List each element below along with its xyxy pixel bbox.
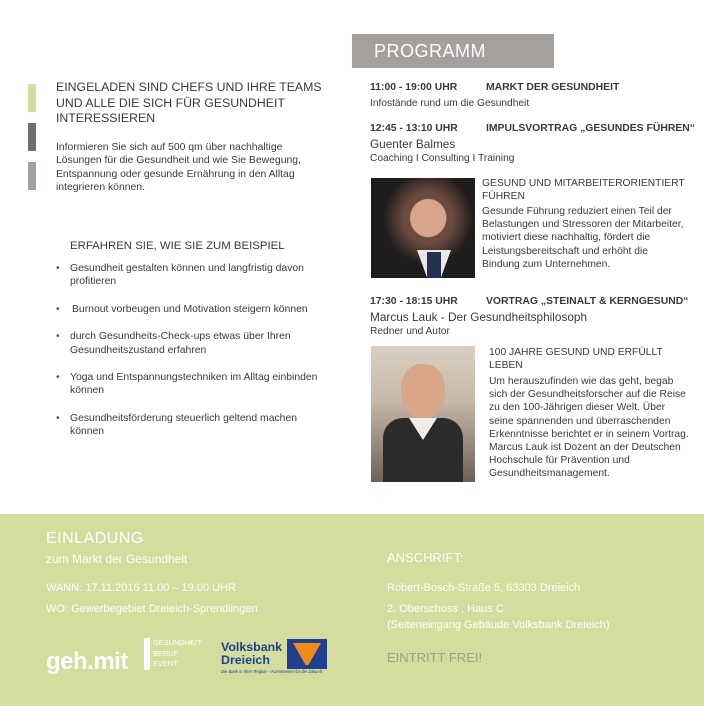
list-item: • Gesundheit gestalten können und langfristig davon profitieren xyxy=(56,262,326,289)
program-title: PROGRAMM xyxy=(374,41,486,61)
speaker-photo-balmes xyxy=(371,178,475,278)
footer-title: EINLADUNG xyxy=(46,530,144,547)
entry-3-desc: Um herauszufinden wie das geht, begab sich der Gesundheitsforscher auf die Reise zu den 100-Jährigen dieser Welt. Über seine spannenden und überraschenden Erkenntnisse berichtet er in seinem Vortrag. Marcus Lauk ist Dozent an der Deutschen Hochschule für Prävention und Gesundheitsmanagement. xyxy=(489,376,689,480)
entry-2-desc-title: GESUND UND MITARBEITERORIENTIERT FÜHREN xyxy=(482,178,685,203)
gehmit-logo: geh.mit xyxy=(46,648,128,675)
admission-text: EINTRITT FREI! xyxy=(387,650,483,665)
address-label: ANSCHRIFT: xyxy=(387,550,464,565)
entry-3-time: 17:30 - 18:15 UHR xyxy=(370,296,458,307)
entry-3-desc-title: 100 JAHRE GESUND UND ERFÜLLT LEBEN xyxy=(489,347,663,372)
volksbank-tagline: Die Bank in Ihrer Region – Kommenner fur die Zukunft xyxy=(221,669,323,674)
entry-3-speaker: Marcus Lauk - Der Gesundheitsphilosoph xyxy=(370,310,588,324)
footer-when: WANN: 17.11.2016 11.00 – 19.00 UHR xyxy=(46,582,236,594)
footer-where: WO: Gewerbegebiet Dreieich-Sprendlingen xyxy=(46,603,258,615)
entry-2-speaker: Guenter Balmes xyxy=(370,137,456,151)
list-item: • Yoga und Entspannungstechniken im Alltag einbinden können xyxy=(56,371,326,398)
volksbank-mark-icon xyxy=(287,639,327,669)
accent-bar-grey xyxy=(28,162,36,190)
learn-heading: ERFAHREN SIE, WIE SIE ZUM BEISPIEL xyxy=(70,240,285,252)
entry-2-subtitle: Coaching I Consulting I Training xyxy=(370,153,515,164)
entry-3-subtitle: Redner und Autor xyxy=(370,326,450,337)
address-line-1: Robert-Bosch-Straße 5, 63303 Dreieich xyxy=(387,582,581,594)
speaker-photo-lauk xyxy=(371,346,475,482)
gehmit-logo-sub: GESUNDHEIT BERUF EVENT xyxy=(144,638,201,670)
entry-3-event: VORTRAG „STEINALT & KERNGESUND“ xyxy=(486,296,689,307)
footer xyxy=(0,514,704,706)
learn-list xyxy=(56,262,326,439)
volksbank-logo: Volksbank Dreieich xyxy=(221,640,283,667)
accent-bar-green xyxy=(28,84,36,112)
intro-text: Informieren Sie sich auf 500 qm über nachhaltige Lösungen für die Gesundheit und wie Sie Bewegung, Entspannung oder gesunde Ernährung in den Alltag integrieren können. xyxy=(56,142,301,194)
list-item: • Burnout vorbeugen und Motivation steigern können xyxy=(56,303,326,316)
entry-2-desc: Gesunde Führung reduziert einen Teil der Belastungen und Stressoren der Mitarbeiter, motiviert diese nachhaltig, fördert die Leistungsbereitschaft und erhöht die Bindung zum Unternehmen. xyxy=(482,206,684,270)
list-item: • durch Gesundheits-Check-ups etwas über Ihren Gesundheitszustand erfahren xyxy=(56,330,326,357)
intro-heading: EINGELADEN SIND CHEFS UND IHRE TEAMS UND ALLE DIE SICH FÜR GESUNDHEIT INTERESSIEREN xyxy=(56,80,322,125)
accent-bar-dark xyxy=(28,123,36,151)
entry-1-event: MARKT DER GESUNDHEIT xyxy=(486,82,620,93)
entry-1-time: 11:00 - 19:00 UHR xyxy=(370,82,458,93)
entry-2-time: 12:45 - 13:10 UHR xyxy=(370,123,458,134)
address-line-2: 2. Oberschoss , Haus C xyxy=(387,603,504,615)
address-line-3: (Seiteneingang Gebäude Volksbank Dreieich) xyxy=(387,619,610,631)
list-item: • Gesundheitsförderung steuerlich geltend machen können xyxy=(56,412,326,439)
footer-subtitle: zum Markt der Gesundheit xyxy=(46,552,188,566)
entry-1-subtitle: Infostände rund um die Gesundheit xyxy=(370,98,530,109)
entry-2-event: IMPULSVORTRAG „GESUNDES FÜHREN“ xyxy=(486,123,695,134)
program-header xyxy=(352,34,554,68)
